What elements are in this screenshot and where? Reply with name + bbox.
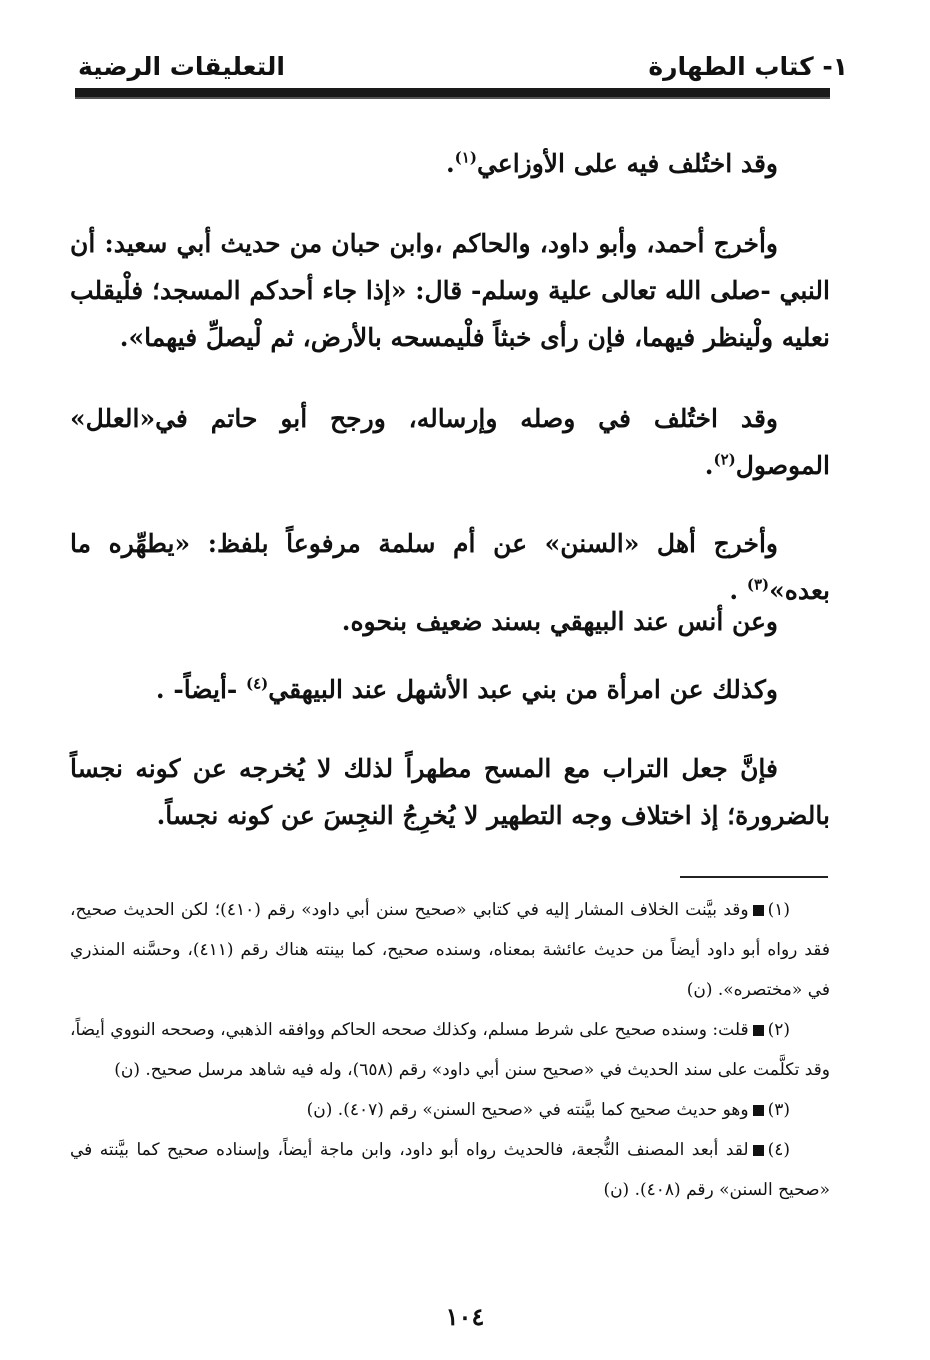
footnote-1-number: (١): [767, 900, 791, 920]
book-title-header: التعليقات الرضية: [78, 52, 285, 81]
paragraph-1-end: .: [445, 149, 455, 178]
footnote-3-number: (٣): [767, 1100, 790, 1120]
paragraph-5: [70, 598, 830, 645]
footnote-3: [70, 1090, 830, 1130]
square-bullet-icon: [753, 1145, 764, 1156]
paragraph-7-text: فإنَّ جعل التراب مع المسح مطهراً لذلك لا يُخرجه عن كونه نجساً بالضرورة؛ إذ اختلاف وجه التطهير لا يُخرِجُ النجِسَ عن كونه نجساً.: [70, 754, 830, 830]
chapter-header: ١- كتاب الطهارة: [648, 52, 848, 81]
paragraph-1: [70, 140, 830, 187]
footnote-ref-3: (٣): [746, 575, 770, 594]
footnote-2-number: (٢): [767, 1020, 790, 1040]
footnote-4-number: (٤): [767, 1140, 790, 1160]
paragraph-2: [70, 220, 830, 361]
page-number: ١٠٤: [445, 1302, 485, 1331]
footnote-2: [70, 1010, 830, 1090]
footnote-4: [70, 1130, 830, 1210]
footnote-1-text: وقد بيَّنت الخلاف المشار إليه في كتابي «صحيح سنن أبي داود» رقم (٤١٠)؛ لكن الحديث صحيح، فقد رواه أبو داود أيضاً من حديث عائشة بمعناه، وسنده صحيح، كما بينته هناك رقم (٤١١)، وحسَّنه المنذري في «مختصره». (ن): [70, 900, 830, 1000]
footnote-2-text: قلت: وسنده صحيح على شرط مسلم، وكذلك صححه الحاكم ووافقه الذهبي، وصححه النووي أيضاً، وقد تكلَّمت على سند الحديث في «صحيح سنن أبي داود» رقم (٦٥٨)، وله فيه شاهد مرسل صحيح. (ن): [70, 1020, 830, 1080]
paragraph-5-text: وعن أنس عند البيهقي بسند ضعيف بنحوه.: [341, 607, 778, 636]
paragraph-3-text: وقد اختُلف في وصله وإرساله، ورجح أبو حاتم في«العلل» الموصول: [70, 404, 830, 480]
paragraph-3: [70, 395, 830, 489]
header-rule: [75, 88, 830, 99]
footnote-3-text: وهو حديث صحيح كما بيَّنته في «صحيح السنن» رقم (٤٠٧). (ن): [306, 1100, 749, 1120]
footnote-ref-1: (١): [454, 148, 477, 167]
paragraph-7: [70, 745, 830, 839]
paragraph-4-end: .: [729, 576, 747, 605]
paragraph-6: [70, 666, 830, 713]
paragraph-4-text: وأخرج أهل «السنن» عن أم سلمة مرفوعاً بلفظ: «يطهِّره ما بعده»: [70, 529, 830, 605]
square-bullet-icon: [753, 1105, 764, 1116]
footnote-ref-2: (٢): [713, 450, 736, 469]
footnote-ref-4: (٤): [245, 674, 269, 693]
paragraph-6-text: وكذلك عن امرأة من بني عبد الأشهل عند البيهقي: [268, 675, 778, 704]
paragraph-6-end: -أيضاً- .: [155, 675, 246, 704]
footnote-separator: [680, 876, 828, 878]
paragraph-1-text: وقد اختُلف فيه على الأوزاعي: [476, 149, 778, 178]
footnotes-block: [70, 890, 830, 1210]
paragraph-2-text: وأخرج أحمد، وأبو داود، والحاكم ،وابن حبان من حديث أبي سعيد: أن النبي -صلى الله تعالى علية وسلم- قال: «إذا جاء أحدكم المسجد؛ فلْيقلب نعليه ولْينظر فيهما، فإن رأى خبثاً فلْيمسحه بالأرض، ثم لْيصلِّ فيهما».: [70, 229, 830, 352]
square-bullet-icon: [753, 905, 764, 916]
paragraph-3-end: .: [704, 451, 714, 480]
footnote-4-text: لقد أبعد المصنف النُّجعة، فالحديث رواه أبو داود، وابن ماجة أيضاً، وإسناده صحيح كما بيَّنته في «صحيح السنن» رقم (٤٠٨). (ن): [70, 1140, 830, 1200]
footnote-1: [70, 890, 830, 1010]
square-bullet-icon: [753, 1025, 764, 1036]
